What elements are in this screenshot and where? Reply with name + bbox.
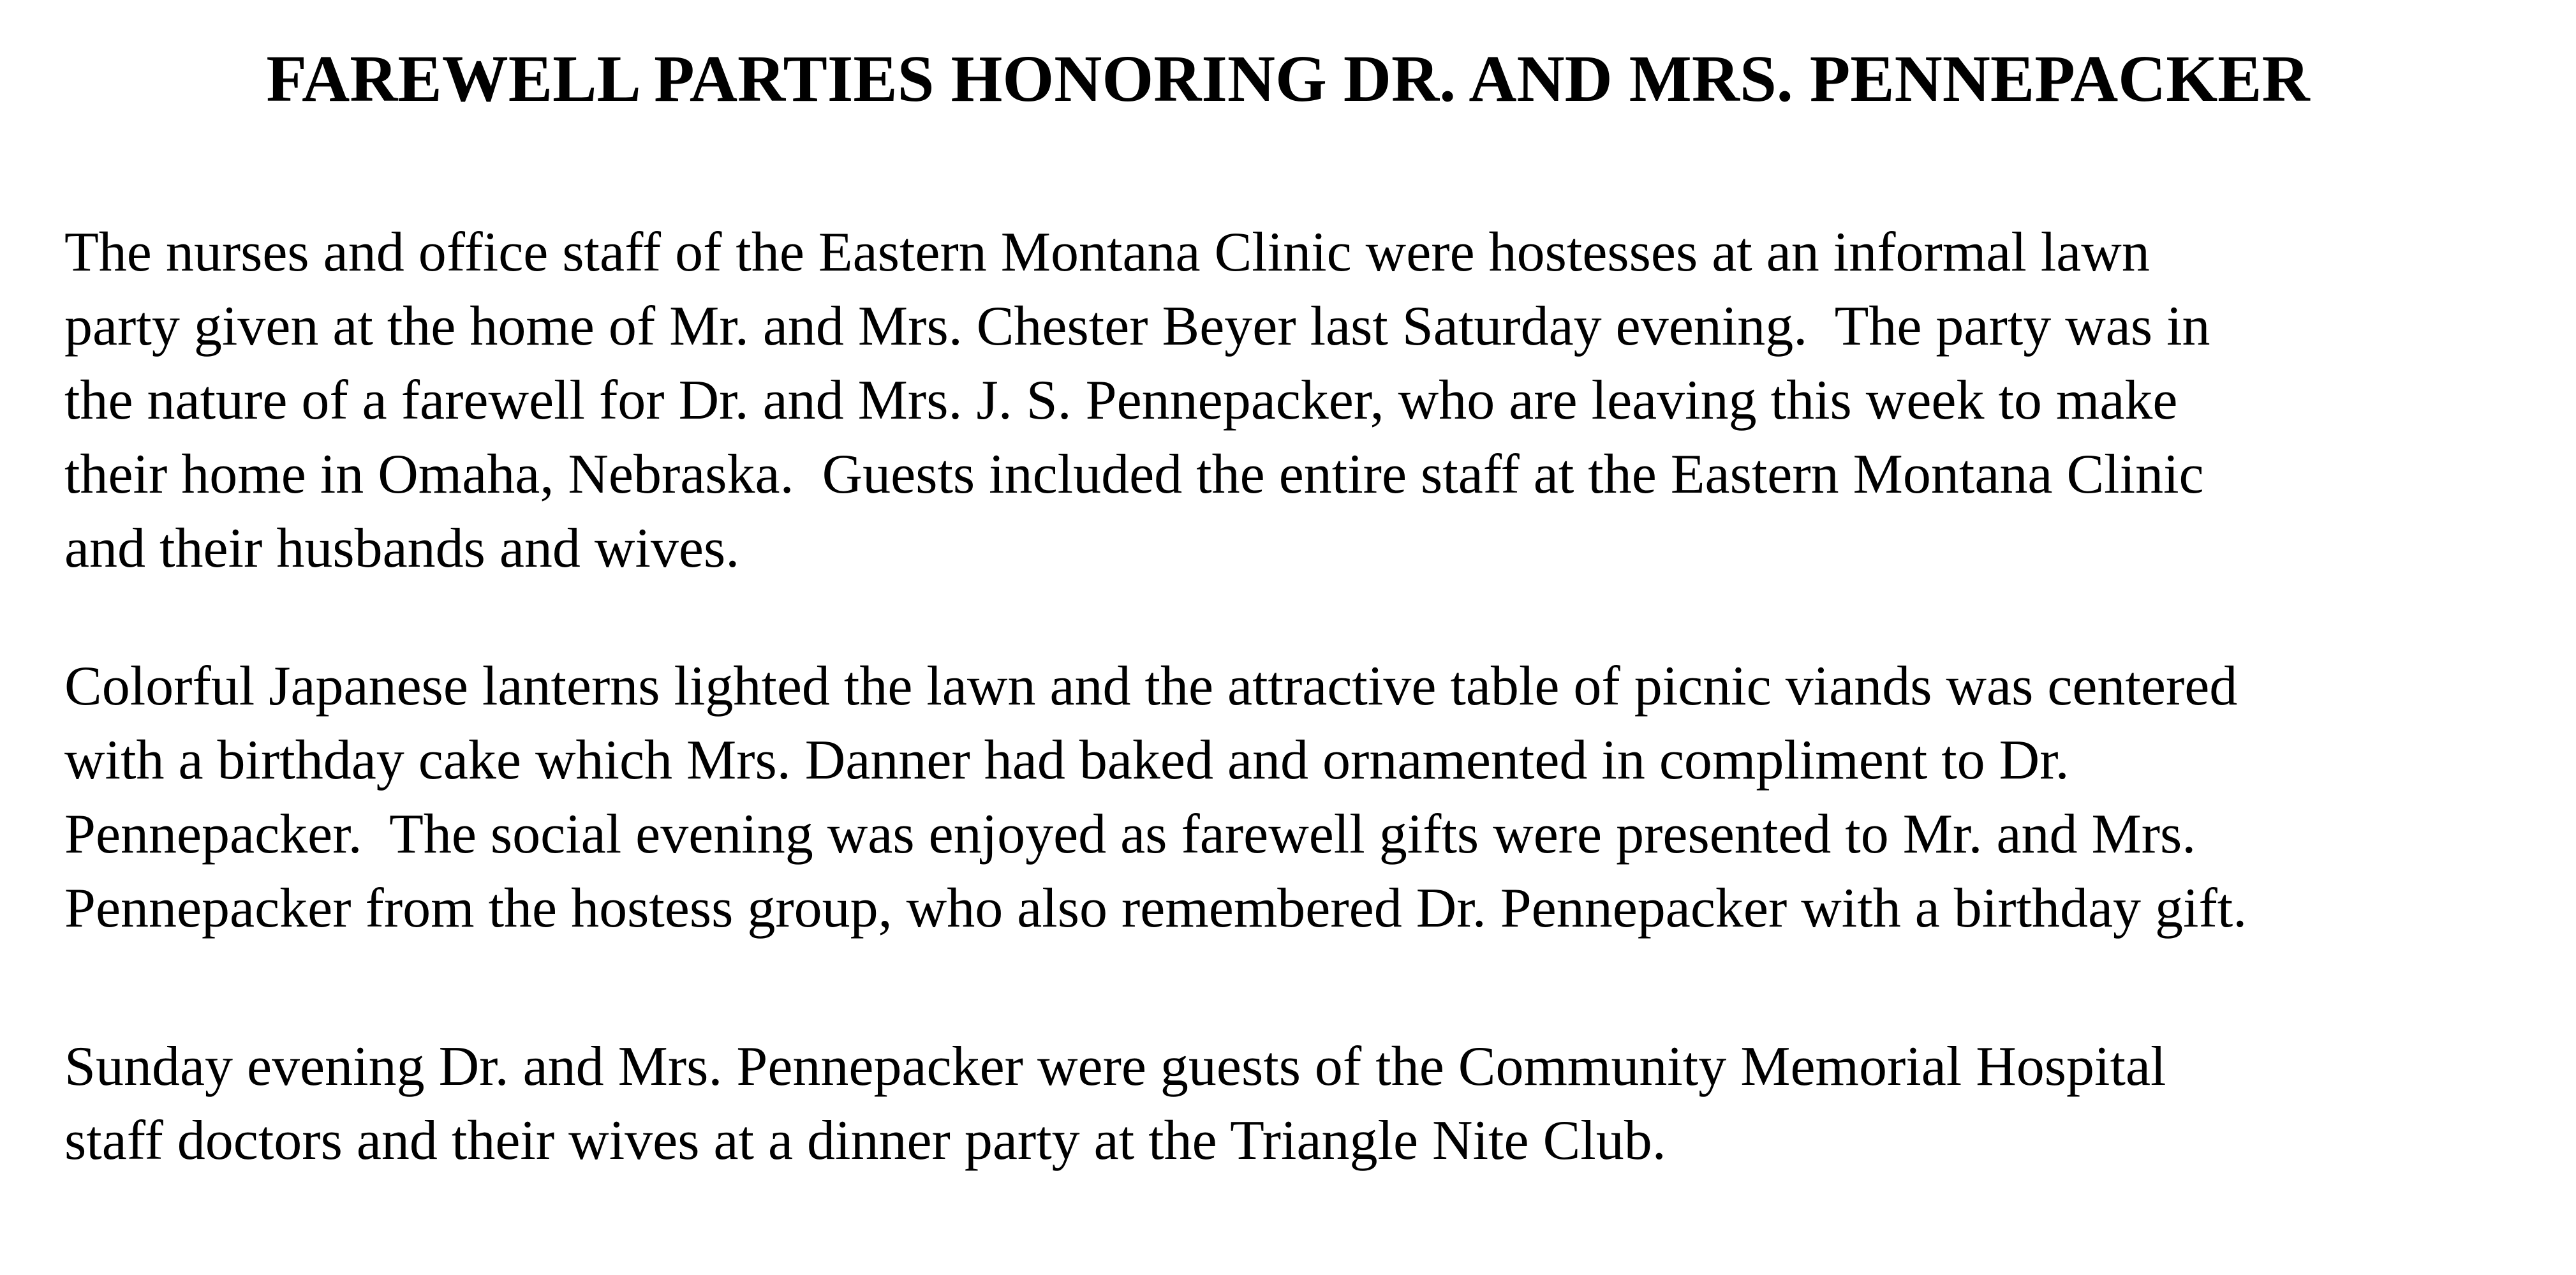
paragraph-line: The nurses and office staff of the Eastern Montana Clinic were hostesses at an informal lawn [64, 221, 2150, 283]
paragraph-line: Pennepacker. The social evening was enjoyed as farewell gifts were presented to Mr. and Mrs. [64, 803, 2196, 865]
paragraph-line: their home in Omaha, Nebraska. Guests included the entire staff at the Eastern Montana Clinic [64, 444, 2204, 505]
paragraph-line: Colorful Japanese lanterns lighted the lawn and the attractive table of picnic viands was centered [64, 655, 2238, 717]
document-title: FAREWELL PARTIES HONORING DR. AND MRS. PENNEPACKER [266, 42, 2310, 116]
paragraph-line: with a birthday cake which Mrs. Danner had baked and ornamented in compliment to Dr. [64, 729, 2069, 791]
paragraph-lawn-party [64, 216, 2565, 586]
paragraph-line: and their husbands and wives. [64, 518, 740, 579]
paragraph-line: Pennepacker from the hostess group, who also remembered Dr. Pennepacker with a birthday gift. [64, 877, 2247, 939]
paragraph-dinner-party [64, 1030, 2565, 1178]
paragraph-line: Sunday evening Dr. and Mrs. Pennepacker were guests of the Community Memorial Hospital [64, 1036, 2166, 1098]
paragraph-line: party given at the home of Mr. and Mrs. Chester Beyer last Saturday evening. The party was in [64, 295, 2210, 357]
paragraph-line: the nature of a farewell for Dr. and Mrs. J. S. Pennepacker, who are leaving this week to make [64, 369, 2178, 431]
paragraph-line: staff doctors and their wives at a dinner party at the Triangle Nite Club. [64, 1110, 1666, 1172]
paragraph-lanterns [64, 650, 2565, 946]
